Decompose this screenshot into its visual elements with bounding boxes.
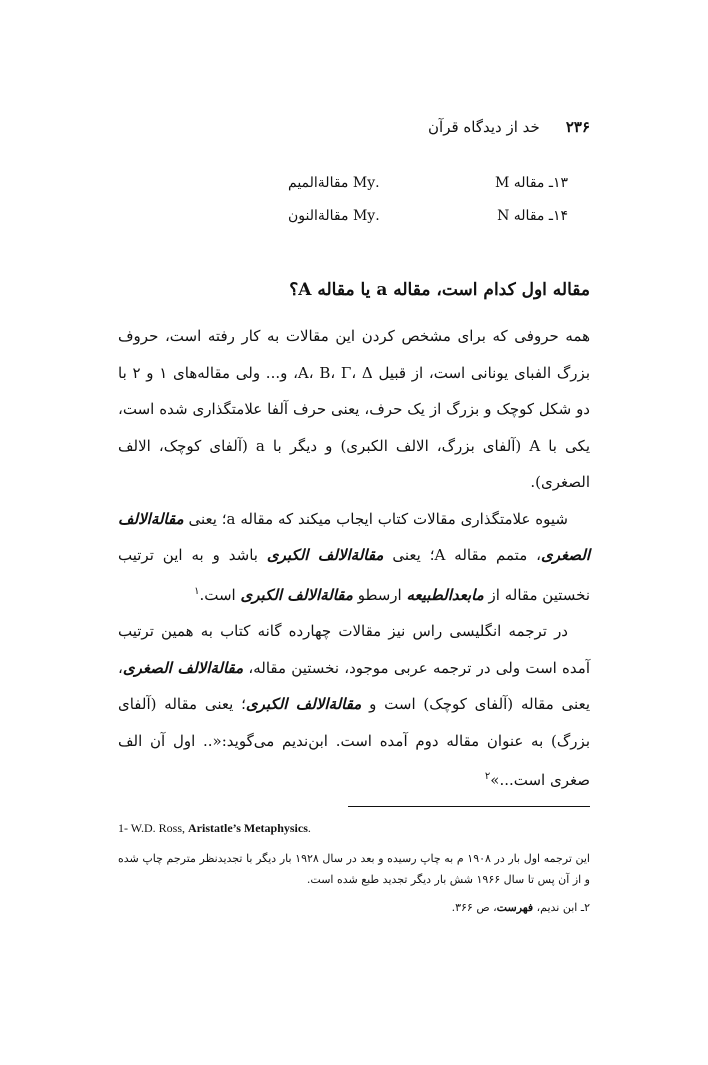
paragraph-1: همه حروفی که برای مشخص کردن این مقالات به کار رفته است، حروف بزرگ الفبای یونانی است، از قبیل A، B، Γ، Δ، و... ولی مقاله‌های ۱ و ۲ با دو شکل کوچک و بزرگ از یک حرف، یعنی حرف آلفا علامتگذاری شده است، یکی با A (آلفای بزرگ، الالف الکبری) و دیگر با a (آلفای کوچک، الالف الصغری). — [118, 327, 590, 491]
paragraph-3: در ترجمه انگلیسی راس نیز مقالات چهارده گانه کتاب به همین ترتیب آمده است ولی در ترجمه عربی موجود، نخستین مقاله، مقالةالالف الصغری، یعنی مقاله (آلفای کوچک) است و مقالةالالف الکبری؛ یعنی مقاله (آلفای بزرگ) به عنوان مقاله دوم آمده است. ابن‌ندیم می‌گوید:«.. اول آن الف صغری است...»$^۲$ — [118, 622, 590, 789]
page-header — [428, 118, 590, 136]
list-item-value: .My مقالةالمیم — [288, 175, 380, 191]
list-item-value: .My مقالةالنون — [288, 208, 380, 224]
footnote-ref-2: ۲ — [484, 771, 491, 782]
footnote-2: ۲ـ ابن ندیم، فهرست، ص ۳۶۶. — [451, 901, 590, 914]
page-number: ۲۳۶ — [565, 118, 590, 136]
footnote-divider — [348, 806, 590, 807]
list-item-label: ۱۳ـ مقاله M — [494, 175, 568, 191]
paragraph-2: شیوه علامتگذاری مقالات کتاب ایجاب میکند که مقاله a؛ یعنی مقالةالالف الصغری، متمم مقاله A؛ یعنی مقالةالالف الکبری باشد و به این ترتیب نخستین مقاله از مابعدالطبیعه ارسطو مقالةالالف الکبری است.$^۱$ — [118, 509, 590, 604]
section-heading: مقاله اول کدام است، مقاله a یا مقاله A؟ — [289, 280, 590, 300]
list-item — [288, 208, 568, 224]
list-item — [288, 175, 568, 191]
running-title: خد از دیدگاه قرآن — [428, 118, 540, 136]
footnote-1: 1- W.D. Ross, Aristatle’s Metaphysics. — [118, 821, 311, 835]
footnote-ref-1: ۱ — [194, 585, 200, 597]
footnote-1-persian: این ترجمه اول بار در ۱۹۰۸ م به چاپ رسیده و بعد در سال ۱۹۲۸ بار دیگر با تجدیدنظر مترجم چاپ شده و از آن پس تا سال ۱۹۶۶ شش بار دیگر تجدید طبع شده است. — [118, 852, 590, 886]
list-item-label: ۱۴ـ مقاله N — [497, 208, 568, 224]
body-text — [118, 318, 590, 799]
